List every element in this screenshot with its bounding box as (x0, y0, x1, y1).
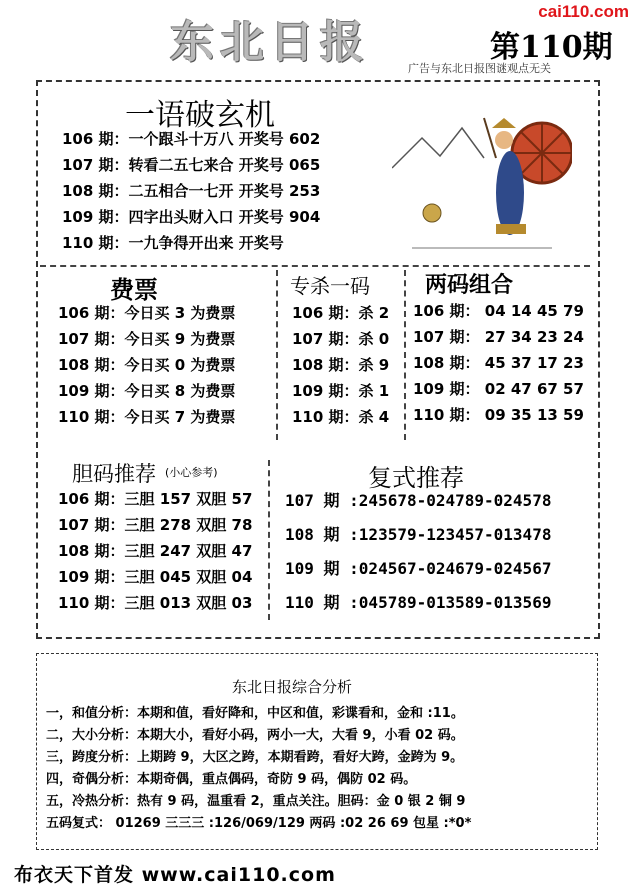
newspaper-title: 东北日报 (170, 17, 370, 68)
column-divider (404, 270, 406, 440)
kill-list (292, 302, 389, 432)
compound-row: 107 期 :245678-024789-024578 (285, 491, 552, 510)
dan-row: 108 期：三胆 247 双胆 47 (58, 542, 253, 560)
kill-title: 专杀一码 (290, 274, 370, 298)
section-divider (40, 265, 590, 267)
analysis-list (46, 702, 471, 834)
riddle-row: 107 期：转看二五七来合 开奖号 065 (62, 156, 321, 174)
disclaimer: 广告与东北日报图谜观点无关 (408, 62, 551, 75)
compound-row: 108 期 :123579-123457-013478 (285, 525, 552, 544)
riddle-row: 110 期：一九争得开出来 开奖号 (62, 234, 284, 252)
analysis-row: 三，跨度分析：上期跨 9，大区之跨，本期看跨，看好大跨，金跨为 9。 (46, 750, 464, 765)
kill-row: 108 期：杀 9 (292, 356, 390, 374)
pair-title: 两码组合 (425, 272, 514, 298)
pair-list (413, 300, 584, 430)
fee-row: 107 期：今日买 9 为费票 (58, 330, 236, 348)
dan-row: 109 期：三胆 045 双胆 04 (58, 568, 253, 586)
kill-row: 110 期：杀 4 (292, 408, 390, 426)
analysis-title: 东北日报综合分析 (232, 678, 353, 696)
fee-row: 109 期：今日买 8 为费票 (58, 382, 236, 400)
compound-row: 109 期 :024567-024679-024567 (285, 559, 552, 578)
pair-row: 108 期： 45 37 17 23 (413, 354, 584, 372)
riddle-row: 109 期：四字出头财入口 开奖号 904 (62, 208, 321, 226)
issue-number: 第110期 (490, 30, 613, 65)
riddle-row: 108 期：二五相合一七开 开奖号 253 (62, 182, 321, 200)
kill-row: 106 期：杀 2 (292, 304, 390, 322)
column-divider (268, 460, 270, 620)
dan-row: 107 期：三胆 278 双胆 78 (58, 516, 253, 534)
dan-list (58, 488, 252, 618)
pair-row: 106 期： 04 14 45 79 (413, 302, 584, 320)
column-divider (276, 270, 278, 440)
kill-row: 109 期：杀 1 (292, 382, 390, 400)
footer-link[interactable]: 布衣天下首发 www.cai110.com (14, 864, 336, 886)
analysis-row: 四，奇偶分析：本期奇偶，重点偶码，奇防 9 码，偶防 02 码。 (46, 772, 417, 787)
analysis-row: 二，大小分析：本期大小，看好小码，两小一大，大看 9，小看 02 码。 (46, 728, 464, 743)
fee-title: 费票 (110, 275, 158, 304)
pair-row: 110 期： 09 35 13 59 (413, 406, 584, 424)
site-link[interactable]: cai110.com (538, 2, 629, 21)
dan-row: 106 期：三胆 157 双胆 57 (58, 490, 253, 508)
fee-list (58, 302, 235, 432)
dan-note: (小心参考) (165, 466, 218, 479)
fee-row: 106 期：今日买 3 为费票 (58, 304, 236, 322)
analysis-row: 一，和值分析：本期和值，看好降和，中区和值，彩谍看和，金和 :11。 (46, 706, 464, 721)
compound-row: 110 期 :045789-013589-013569 (285, 593, 552, 612)
dan-row: 110 期：三胆 013 双胆 03 (58, 594, 253, 612)
compound-list (285, 488, 551, 624)
pair-row: 107 期： 27 34 23 24 (413, 328, 584, 346)
compound-title: 复式推荐 (368, 464, 464, 492)
riddle-title: 一语破玄机 (125, 98, 275, 133)
analysis-row: 五码复式： 01269 三三三 :126/069/129 两码 :02 26 69 包星 :*0* (46, 816, 472, 831)
riddle-list (62, 128, 320, 258)
fee-row: 108 期：今日买 0 为费票 (58, 356, 236, 374)
riddle-row: 106 期：一个跟斗十万八 开奖号 602 (62, 130, 321, 148)
dan-title: 胆码推荐 (72, 462, 156, 486)
analysis-row: 五，冷热分析：热有 9 码，温重看 2，重点关注。胆码：金 0 银 2 铜 9 (46, 794, 466, 809)
pair-row: 109 期： 02 47 67 57 (413, 380, 584, 398)
traveler-illustration (392, 98, 572, 256)
kill-row: 107 期：杀 0 (292, 330, 390, 348)
fee-row: 110 期：今日买 7 为费票 (58, 408, 236, 426)
